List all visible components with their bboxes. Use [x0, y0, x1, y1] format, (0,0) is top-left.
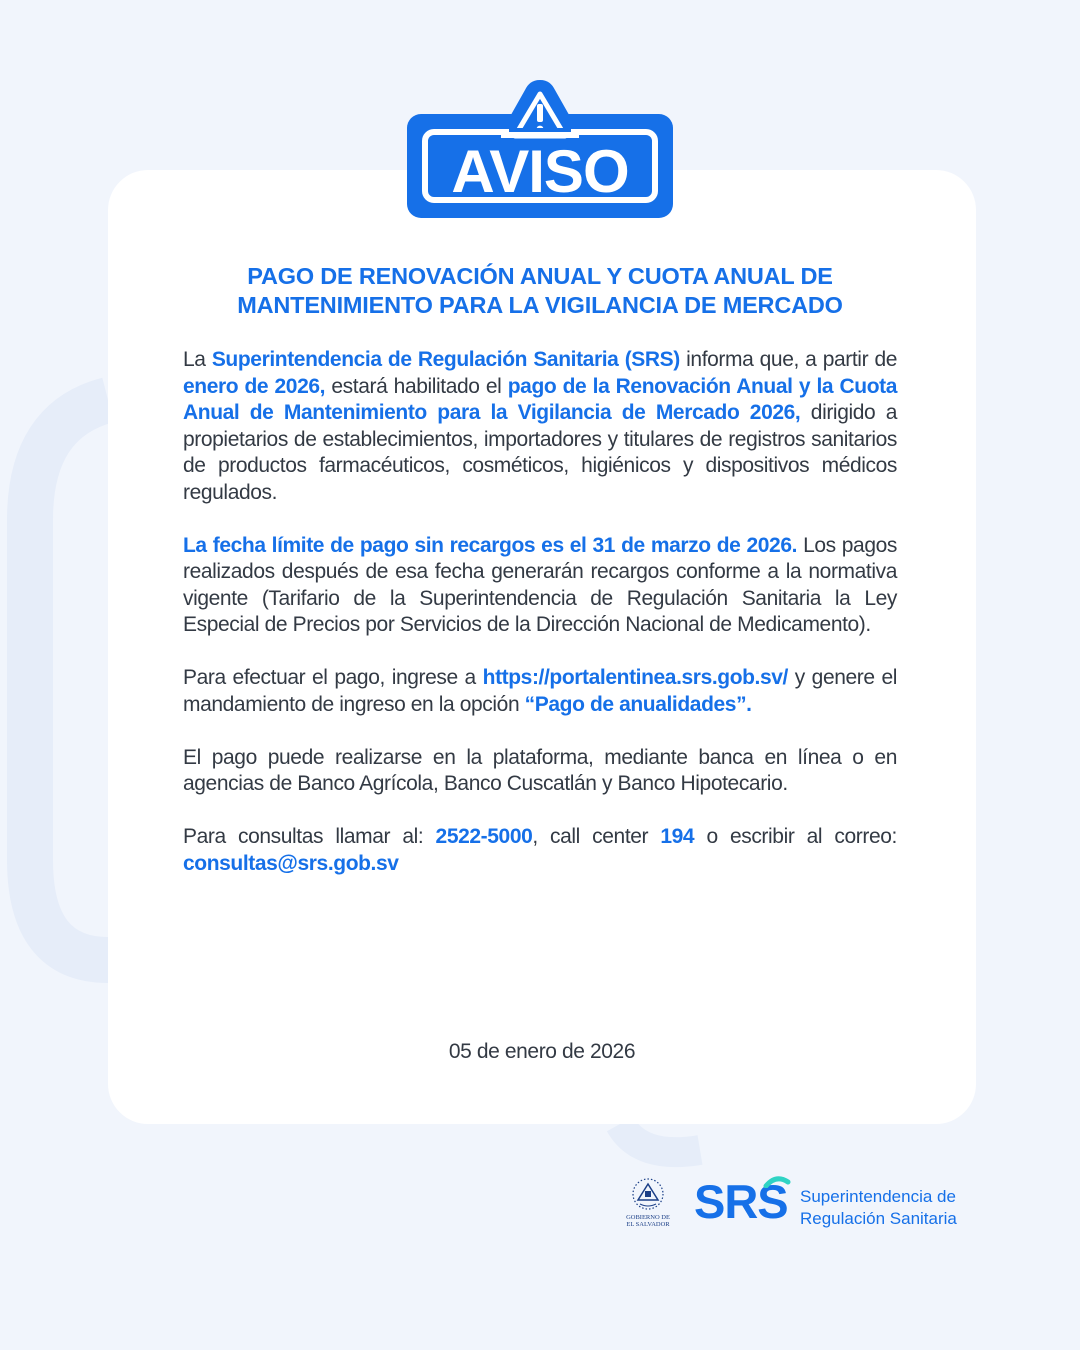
paragraph-channels — [183, 745, 897, 798]
highlight-deadline: La fecha límite de pago sin recargos es el 31 de marzo de 2026. — [183, 533, 798, 557]
notice-body — [183, 347, 897, 904]
paragraph-intro — [183, 347, 897, 506]
gob-line-1: GOBIERNO DE — [626, 1214, 670, 1221]
text: Para consultas llamar al: — [183, 825, 436, 848]
footer-logos — [620, 1170, 980, 1240]
highlight-start-date: enero de 2026, — [183, 374, 326, 398]
phone-number[interactable]: 2522-5000 — [435, 825, 533, 848]
org-name-line-2: Regulación Sanitaria — [800, 1209, 957, 1228]
paragraph-instructions — [183, 665, 897, 718]
text: La — [183, 348, 212, 371]
text: o escribir al correo: — [694, 825, 897, 848]
aviso-badge — [405, 78, 675, 220]
text: , call center — [532, 825, 661, 848]
text: informa que, a partir de — [679, 348, 897, 371]
paragraph-contact — [183, 824, 897, 877]
title-line-1: PAGO DE RENOVACIÓN ANUAL Y CUOTA ANUAL DE — [247, 263, 833, 289]
gob-line-2: EL SALVADOR — [626, 1221, 670, 1228]
email-link[interactable]: consultas@srs.gob.sv — [183, 851, 399, 875]
paragraph-deadline — [183, 533, 897, 639]
notice-date: 05 de enero de 2026 — [448, 1040, 636, 1063]
aviso-label: AVISO — [451, 138, 629, 205]
srs-logo: SRS — [694, 1175, 788, 1228]
text: y genere el mandamiento de ingreso en la opción — [183, 666, 898, 716]
text: Los pagos realizados después de esa fecha generarán recargos conforme a la normativa vigente (Tarifario de la Superintendencia de Regulación Sanitaria la Ley Especial de Precios por Servicios de la Dirección Nacional de Medicamento). — [183, 533, 897, 636]
title-line-2: MANTENIMIENTO PARA LA VIGILANCIA DE MERCADO — [237, 292, 843, 318]
text: dirigido a propietarios de establecimientos, importadores y titulares de registros sanitarios de productos farmacéuticos, cosméticos, higiénicos y dispositivos médicos regulados. — [183, 401, 897, 504]
notice-title — [160, 262, 920, 320]
highlight-option: “Pago de anualidades”. — [524, 692, 752, 716]
text: estará habilitado el — [325, 374, 508, 398]
call-center-number[interactable]: 194 — [660, 825, 695, 848]
org-name-line-1: Superintendencia de — [800, 1187, 956, 1206]
highlight-payment: pago de la Renovación Anual y la Cuota Anual de Mantenimiento para la Vigilancia de Mercado 2026, — [183, 374, 897, 424]
portal-link[interactable]: https://portalentinea.srs.gob.sv/ — [482, 666, 788, 689]
logo-accent-icon — [762, 1176, 792, 1188]
text: El pago puede realizarse en la plataforma, mediante banca en línea o en agencias de Banco Agrícola, Banco Cuscatlán y Banco Hipotecario. — [183, 745, 897, 795]
text: Para efectuar el pago, ingrese a — [183, 666, 483, 689]
government-label — [620, 1214, 676, 1228]
highlight-srs: Superintendencia de Regulación Sanitaria (SRS) — [211, 348, 680, 371]
org-name — [800, 1186, 957, 1230]
